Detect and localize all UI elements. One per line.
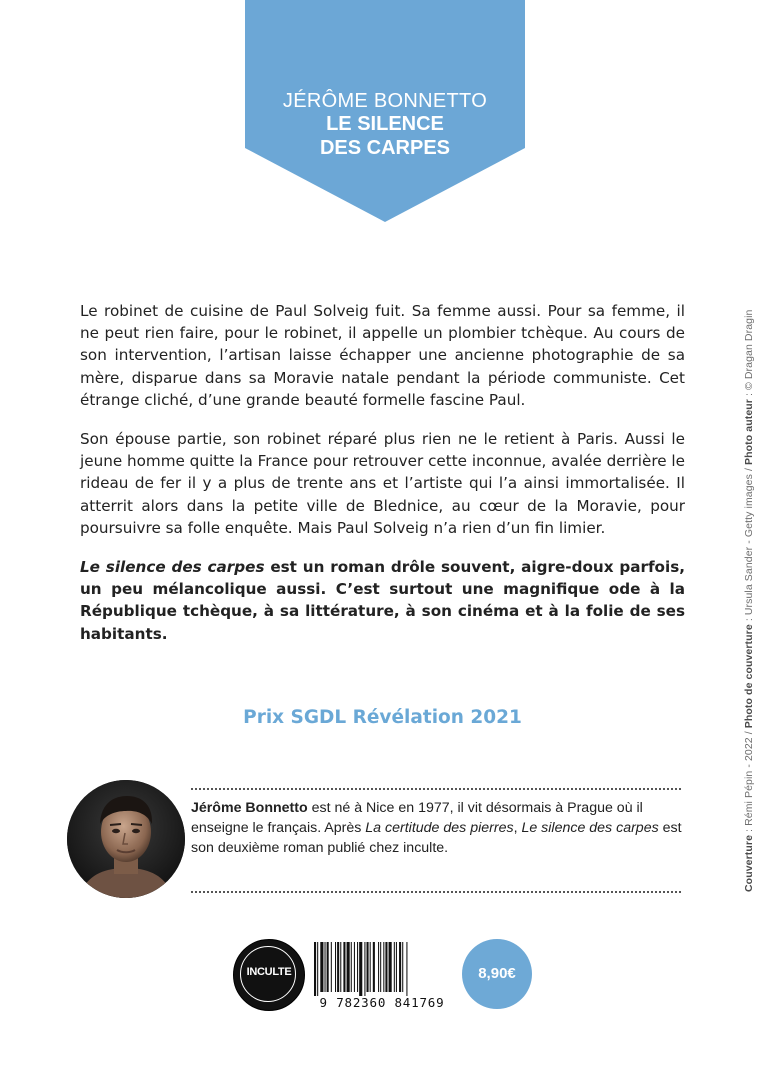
barcode-bar (351, 942, 352, 992)
blurb-paragraph-1: Le robinet de cuisine de Paul Solveig fuit. Sa femme aussi. Pour sa femme, il ne peut rien faire, pour le robinet, il appelle un plombier tchèque. Au cours de son intervention, l’artisan laisse échapper une ancienne photographie de sa mère, disparue dans sa Moravie natale pendant la période communiste. Cet étrange cliché, d’une grande beauté formelle fascine Paul. (80, 302, 685, 409)
blurb-paragraph-3 (80, 556, 685, 645)
bio-book-1: La certitude des pierres (365, 820, 514, 836)
author-photo (67, 780, 185, 898)
barcode-bar (399, 942, 401, 992)
barcode-bar (396, 942, 397, 992)
photo-credits (743, 192, 755, 892)
barcode-bar (378, 942, 379, 992)
bio-text-2: est son deuxième roman publié chez inculte. (191, 820, 682, 856)
bio-author-name: Jérôme Bonnetto (191, 800, 308, 816)
barcode-bar (402, 942, 403, 992)
barcode-bar (320, 942, 323, 992)
barcode-bar (317, 942, 318, 996)
barcode-bar (327, 942, 329, 992)
barcode-bar (331, 942, 332, 992)
price-badge: 8,90€ (462, 939, 532, 1009)
credit-cover-value: : Rémi Pépin - 2022 / (743, 728, 755, 835)
publisher-logo-text: INCULTE (246, 966, 292, 978)
barcode-bar (367, 942, 369, 992)
isbn-barcode (309, 939, 455, 1012)
title-banner (245, 0, 525, 222)
blurb-book-title: Le silence des carpes (80, 558, 265, 577)
blurb-paragraph-2: Son épouse partie, son robinet réparé plus rien ne le retient à Paris. Aussi le jeune homme quitte la France pour retrouver cette inconnue, avalée derrière le rideau de fer il y a plus de trente ans et l’artiste qui l’a ainsi immortalisée. Il atterrit alors dans la petite ville de Blednice, au cœur de la Moravie, pour poursuivre sa folle enquête. Mais Paul Solveig n’a rien d’un fin limier. (80, 430, 685, 537)
barcode-bar (359, 942, 362, 996)
barcode-bar (394, 942, 395, 992)
barcode-bar (370, 942, 371, 992)
credit-photo-cover-value: : Ursula Sander - Getty images / (743, 464, 755, 625)
credit-photo-author-value: : © Dragan Dragin (743, 309, 755, 400)
credit-photo-author-label: Photo auteur (743, 399, 755, 465)
author-portrait-graphic (67, 780, 185, 898)
barcode-bar (314, 942, 316, 996)
barcode-bar (325, 942, 326, 992)
barcode-bar (364, 942, 365, 996)
cover-title-line2: DES CARPES (319, 137, 451, 159)
barcode-bar (383, 942, 384, 992)
barcode-bar (354, 942, 355, 992)
barcode-bar (343, 942, 345, 992)
publisher-logo (233, 939, 305, 1011)
barcode-bar (406, 942, 407, 996)
bio-book-2: Le silence des carpes (521, 820, 659, 836)
bio-text-1: est né à Nice en 1977, il vit désormais à Prague où il enseigne le français. Après (191, 800, 643, 836)
barcode-bars (312, 942, 452, 996)
banner-text (245, 90, 525, 160)
credit-photo-cover-label: Photo de couverture (743, 624, 755, 729)
barcode-bar (380, 942, 381, 992)
dotted-divider-top (191, 788, 681, 790)
cover-title-line1: LE SILENCE (326, 113, 444, 135)
cover-author: JÉRÔME BONNETTO (282, 90, 488, 112)
barcode-bar (357, 942, 358, 992)
prize-line: Prix SGDL Révélation 2021 (243, 707, 522, 728)
dotted-divider-bottom (191, 891, 681, 893)
barcode-bar (340, 942, 341, 992)
author-bio (191, 798, 686, 858)
isbn-number: 9 782360 841769 (319, 995, 445, 1010)
bio-separator: , (513, 820, 522, 836)
blurb-paragraph-3-text: est un roman drôle souvent, aigre-doux parfois, un peu mélancolique aussi. C’est surtout une magnifique ode à la République tchèque, à sa littérature, à son cinéma et à la folie de ses habitants. (80, 558, 685, 643)
barcode-bar (389, 942, 392, 992)
back-cover-blurb (80, 300, 685, 662)
barcode-bar (385, 942, 387, 992)
credit-cover-label: Couverture (743, 834, 755, 892)
barcode-bar (337, 942, 339, 992)
barcode-bar (335, 942, 336, 992)
barcode-bar (373, 942, 375, 992)
barcode-bar (347, 942, 350, 992)
